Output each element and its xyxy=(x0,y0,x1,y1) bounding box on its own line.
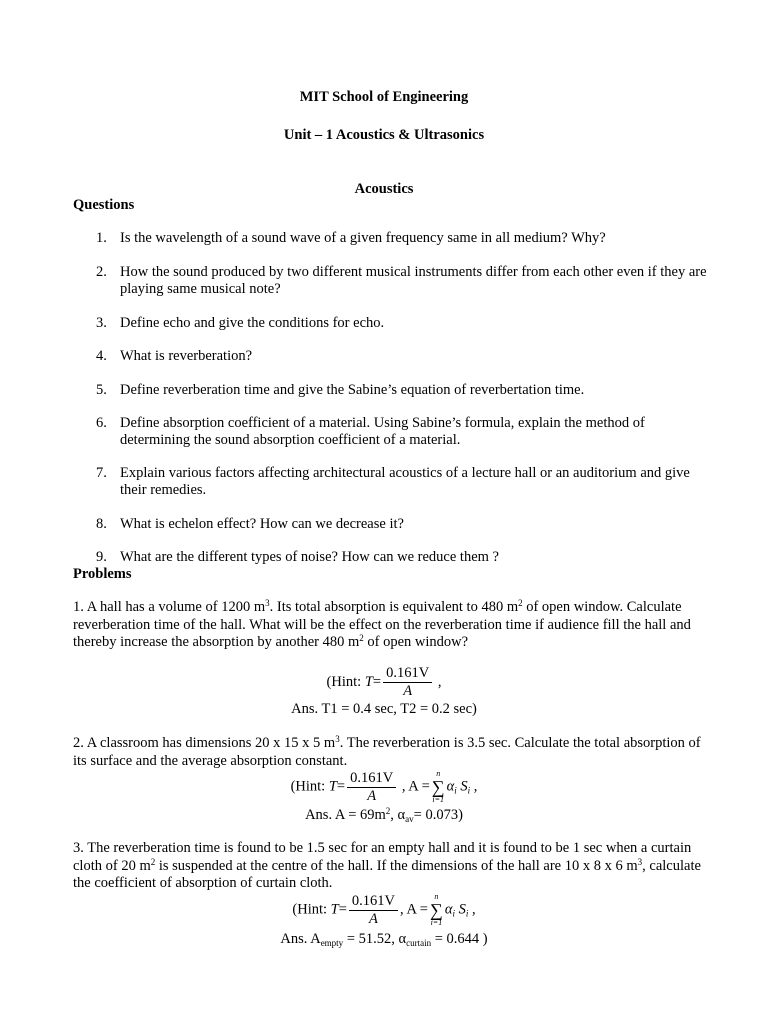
problem-text-part: 3. The reverberation time is found to be 1.5 sec for an empty hall and it is found to be 1 sec when a curtain cloth of 20 m xyxy=(73,840,692,874)
hint-label: (Hint: xyxy=(326,673,362,690)
questions-heading: Questions xyxy=(73,197,135,213)
sigma-glyph: ∑ xyxy=(429,900,443,920)
question-number: 5. xyxy=(96,382,107,398)
problem-text-part: of open window? xyxy=(363,634,469,650)
superscript: 3 xyxy=(637,856,643,867)
subscript: av xyxy=(405,814,414,824)
summation-symbol xyxy=(432,769,445,805)
fraction-numerator: 0.161V xyxy=(347,771,396,788)
formula-symbol: α xyxy=(444,901,453,918)
unit-title: Unit – 1 Acoustics & Ultrasonics xyxy=(283,127,485,143)
sigma-glyph: ∑ xyxy=(431,777,445,797)
question-text: What is echelon effect? How can we decrease it? xyxy=(120,516,404,532)
question-number: 8. xyxy=(96,516,107,532)
hint-separator: , xyxy=(468,901,476,918)
question-number: 9. xyxy=(96,549,107,565)
problems-heading: Problems xyxy=(73,566,132,582)
question-text: How the sound produced by two different musical instruments differ from each other even if they are playing same musical note? xyxy=(120,264,707,297)
question-text: What is reverberation? xyxy=(120,348,253,364)
problem-1-hint xyxy=(0,666,768,699)
subscript: i xyxy=(465,908,469,919)
problem-3-answer xyxy=(0,931,768,948)
subscript: i xyxy=(467,785,471,796)
question-text: What are the different types of noise? How can we reduce them ? xyxy=(120,549,499,565)
question-number: 7. xyxy=(96,465,107,481)
sum-lower-limit: i=1 xyxy=(430,918,443,927)
superscript: 2 xyxy=(385,806,391,816)
summation-symbol xyxy=(430,892,443,928)
formula-equals: = xyxy=(338,901,347,918)
answer-text-part: = 51.52, α xyxy=(343,931,407,947)
question-text: Explain various factors affecting architectural acoustics of a lecture hall or an auditorium and give their remedies. xyxy=(120,465,690,498)
problem-3-hint xyxy=(0,892,768,928)
formula-symbol: T xyxy=(328,778,337,795)
superscript: 2 xyxy=(150,856,156,867)
formula-symbol: T xyxy=(330,901,339,918)
problem-1-answer: Ans. T1 = 0.4 sec, T2 = 0.2 sec) xyxy=(291,701,477,717)
hint-separator: , xyxy=(470,778,478,795)
fraction-denominator: A xyxy=(367,787,377,804)
problem-text-part: of open window. Calculate reverberation time of the hall. What will be the effect on the reverberation time if audience fill the hall and thereby increase the absorption by another 480 m xyxy=(73,599,691,650)
formula-symbol: S xyxy=(454,901,466,918)
answer-text-part: , α xyxy=(390,807,406,823)
problem-1-text xyxy=(73,599,713,652)
fraction-numerator: 0.161V xyxy=(349,894,398,911)
question-text: Define absorption coefficient of a material. Using Sabine’s formula, explain the method of determining the sound absorption coefficient of a material. xyxy=(120,415,645,448)
question-number: 3. xyxy=(96,315,107,331)
problem-text-part: . The reverberation is 3.5 sec. Calculate the total absorption of its surface and the average absorption constant. xyxy=(73,735,701,769)
answer-text-part: Ans. A xyxy=(280,931,321,947)
fraction-denominator: A xyxy=(403,683,413,699)
question-number: 2. xyxy=(96,264,107,280)
school-title: MIT School of Engineering xyxy=(299,89,469,105)
problem-text-part: is suspended at the centre of the hall. If the dimensions of the hall are 10 x 8 x 6 m xyxy=(155,857,638,874)
hint-label: (Hint: xyxy=(290,778,326,795)
sum-lower-limit: i=1 xyxy=(432,795,445,804)
formula-equals: = xyxy=(372,673,382,690)
question-text: Is the wavelength of a sound wave of a given frequency same in all medium? Why? xyxy=(120,230,606,246)
problem-text-part: 1. A hall has a volume of 1200 m xyxy=(73,599,266,615)
formula-symbol: T xyxy=(364,673,373,690)
problem-text-part: . Its total absorption is equivalent to 480 m xyxy=(269,599,519,615)
problem-2-text xyxy=(73,735,713,770)
question-number: 6. xyxy=(96,415,107,431)
hint-separator: , A = xyxy=(400,901,428,918)
subscript: empty xyxy=(320,938,344,948)
answer-text-part: = 0.644 ) xyxy=(431,931,488,947)
subscript: curtain xyxy=(406,938,432,948)
hint-separator: , A = xyxy=(398,778,430,795)
hint-separator: , xyxy=(434,673,442,690)
section-title: Acoustics xyxy=(354,181,414,197)
problem-text-part: , calculate the coefficient of absorption of curtain cloth. xyxy=(73,857,701,891)
superscript: 2 xyxy=(359,633,364,643)
hint-label: (Hint: xyxy=(292,901,328,918)
answer-text-part: = 0.073) xyxy=(413,807,463,823)
formula-equals: = xyxy=(336,778,346,795)
formula-fraction xyxy=(383,666,432,699)
question-number: 1. xyxy=(96,230,107,246)
question-number: 4. xyxy=(96,348,107,364)
problem-3-text xyxy=(73,840,713,893)
sum-upper-limit: n xyxy=(434,892,439,901)
subscript: i xyxy=(452,908,455,919)
subscript: i xyxy=(454,785,457,796)
superscript: 3 xyxy=(265,598,270,608)
question-text: Define reverberation time and give the Sabine’s equation of reverbertation time. xyxy=(120,382,585,398)
problem-text-part: 2. A classroom has dimensions 20 x 15 x 5 m xyxy=(73,735,336,751)
formula-fraction xyxy=(349,894,398,927)
superscript: 3 xyxy=(335,734,340,744)
fraction-denominator: A xyxy=(369,910,378,927)
formula-symbol: α xyxy=(446,778,455,795)
problem-2-answer xyxy=(0,807,768,824)
answer-text-part: Ans. A = 69m xyxy=(305,807,386,823)
question-text: Define echo and give the conditions for echo. xyxy=(120,315,385,331)
formula-fraction xyxy=(347,771,396,804)
problem-2-hint xyxy=(0,769,768,805)
formula-symbol: S xyxy=(456,778,468,795)
sum-upper-limit: n xyxy=(436,769,441,778)
fraction-numerator: 0.161V xyxy=(383,666,432,683)
superscript: 2 xyxy=(518,598,523,608)
